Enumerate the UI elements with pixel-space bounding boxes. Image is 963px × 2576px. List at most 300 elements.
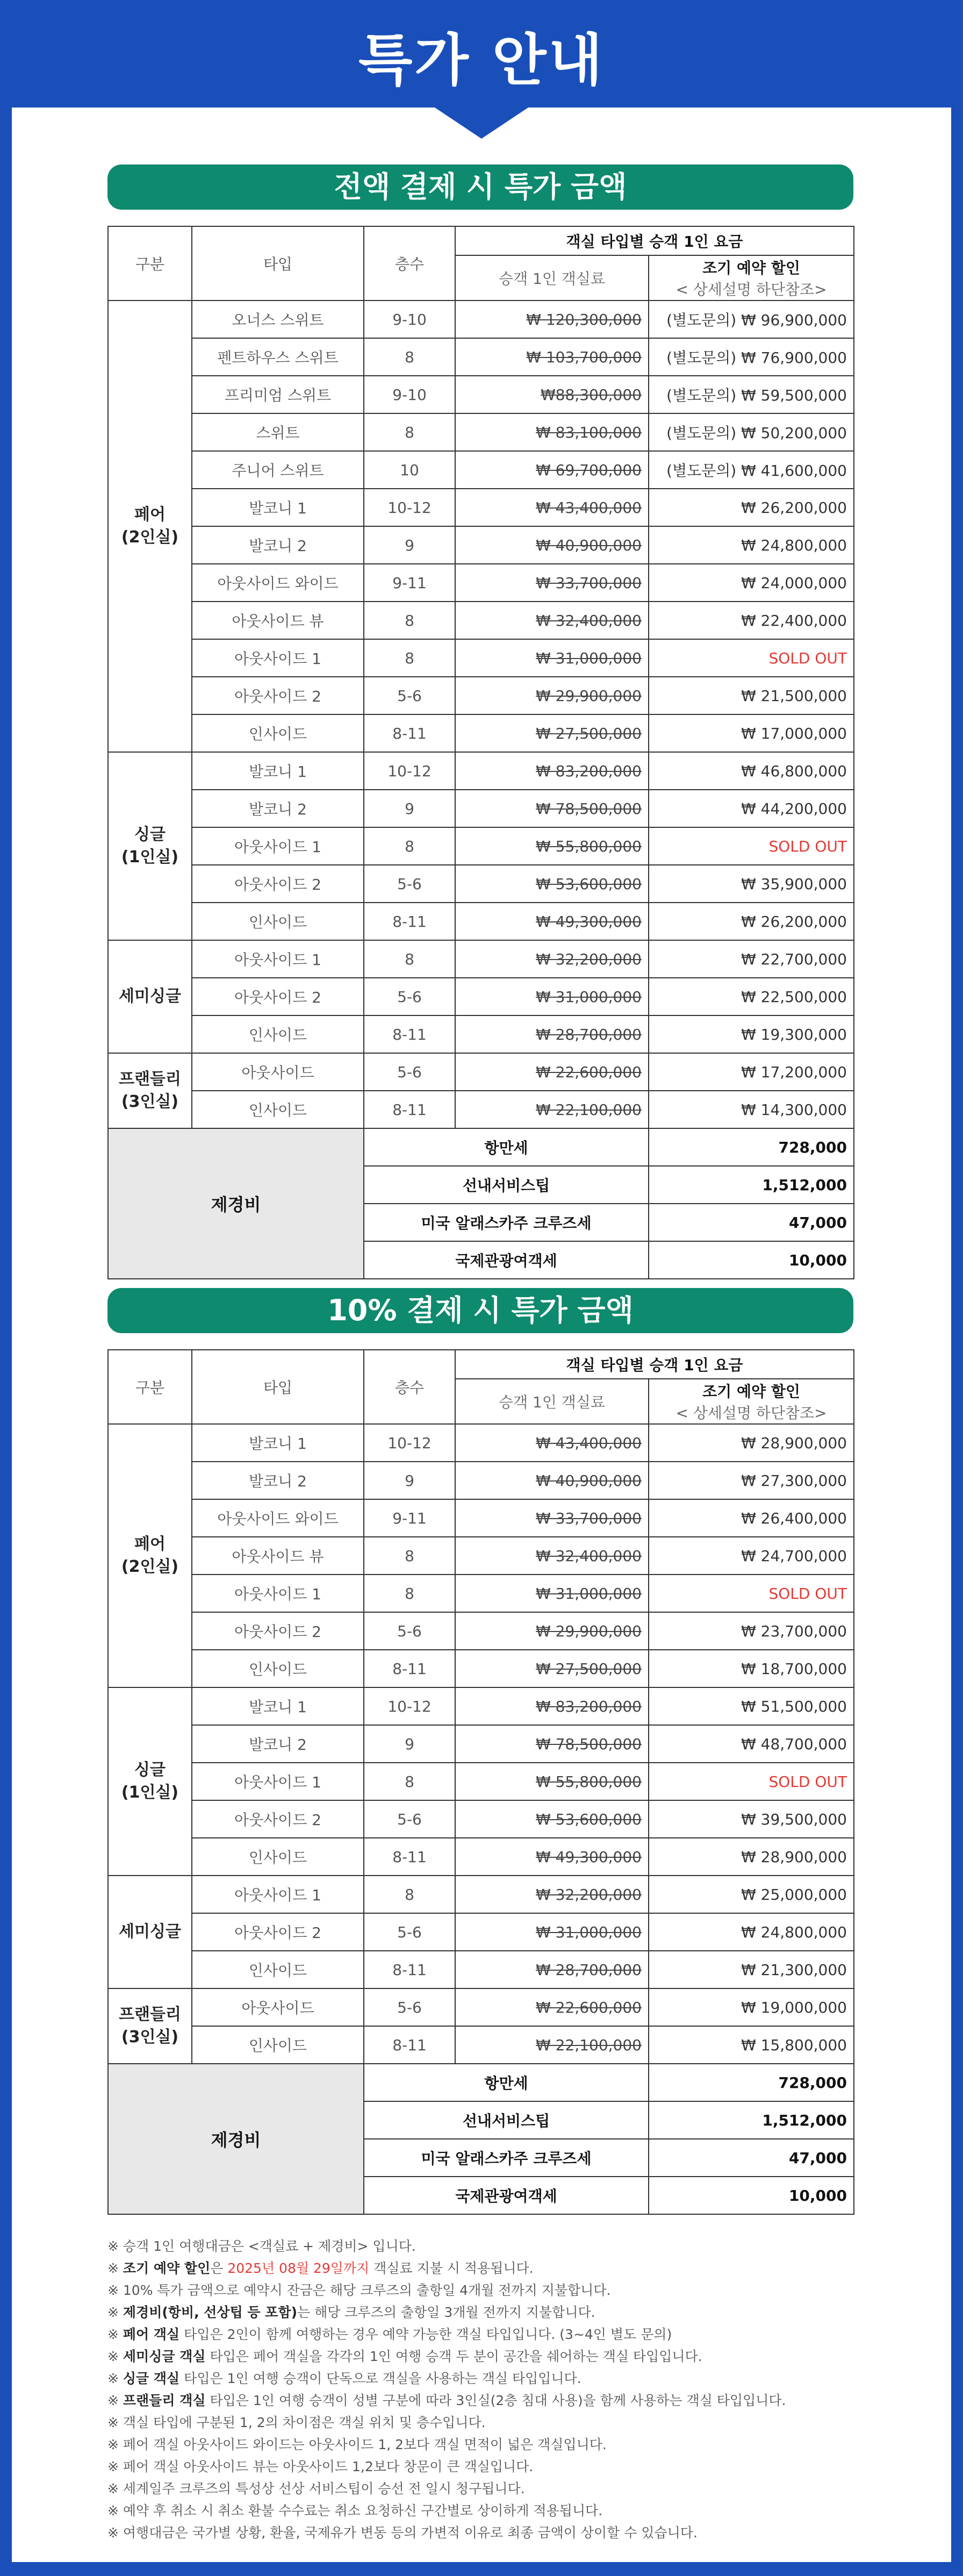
cabin-floor: 9 — [364, 1462, 455, 1499]
fee-value: 728,000 — [649, 1128, 854, 1166]
note-text: ※ — [107, 2371, 123, 2386]
note-line — [107, 2301, 860, 2323]
note-line — [107, 2323, 860, 2345]
fee-value: 1,512,000 — [649, 2101, 854, 2139]
sold-out-label: SOLD OUT — [649, 639, 854, 677]
original-price: ₩ 83,200,000 — [455, 752, 649, 790]
note-line — [107, 2434, 860, 2456]
header-type: 타입 — [192, 226, 364, 300]
title-pointer — [433, 106, 530, 139]
table-row — [108, 978, 854, 1015]
discount-price: ₩ 24,700,000 — [649, 1537, 854, 1575]
fee-value: 1,512,000 — [649, 1166, 854, 1204]
cabin-type: 아웃사이드 2 — [192, 677, 364, 714]
fee-group-label: 제경비 — [108, 1128, 364, 1279]
fee-value: 10,000 — [649, 1241, 854, 1279]
original-price: ₩ 55,800,000 — [455, 1763, 649, 1800]
note-text: ※ 페어 객실 아웃사이드 뷰는 아웃사이드 1,2보다 창문이 큰 객실입니다. — [107, 2459, 534, 2474]
note-line — [107, 2478, 860, 2500]
table-row — [108, 1763, 854, 1800]
fee-value: 47,000 — [649, 1204, 854, 1241]
header-early-discount — [649, 1379, 854, 1424]
cabin-floor: 8 — [364, 827, 455, 865]
cabin-type: 오너스 스위트 — [192, 300, 364, 338]
cabin-type: 아웃사이드 와이드 — [192, 1499, 364, 1537]
header-price: 승객 1인 객실료 — [455, 255, 649, 300]
cabin-floor: 8 — [364, 1763, 455, 1800]
discount-price: ₩ 18,700,000 — [649, 1650, 854, 1687]
group-label — [108, 940, 192, 1053]
fee-label: 미국 알래스카주 크루즈세 — [364, 2139, 649, 2177]
table-row — [108, 940, 854, 978]
table-row — [108, 1951, 854, 1988]
cabin-type: 아웃사이드 1 — [192, 827, 364, 865]
price-table-10pct-payment — [107, 1349, 854, 2215]
original-price: ₩ 78,500,000 — [455, 790, 649, 827]
original-price: ₩ 22,600,000 — [455, 1053, 649, 1091]
table-row — [108, 752, 854, 790]
original-price: ₩ 53,600,000 — [455, 865, 649, 903]
cabin-type: 인사이드 — [192, 1951, 364, 1988]
table-row — [108, 827, 854, 865]
fee-value: 10,000 — [649, 2177, 854, 2214]
group-label-main: 프랜들리 — [119, 2005, 181, 2024]
note-deadline: 2025년 08월 29일까지 — [227, 2260, 370, 2276]
discount-price: ₩ 23,700,000 — [649, 1612, 854, 1650]
cabin-type: 인사이드 — [192, 714, 364, 752]
cabin-floor: 8-11 — [364, 1838, 455, 1876]
sold-out-label: SOLD OUT — [649, 1763, 854, 1800]
note-text: ※ — [107, 2305, 123, 2320]
fee-label: 선내서비스팁 — [364, 1166, 649, 1204]
cabin-type: 아웃사이드 와이드 — [192, 564, 364, 602]
discount-price: ₩ 22,700,000 — [649, 940, 854, 978]
discount-price: (별도문의) ₩ 41,600,000 — [649, 451, 854, 489]
original-price: ₩ 31,000,000 — [455, 1913, 649, 1951]
cabin-floor: 10 — [364, 451, 455, 489]
fee-label: 국제관광여객세 — [364, 2177, 649, 2214]
table-row — [108, 564, 854, 602]
cabin-type: 아웃사이드 1 — [192, 1763, 364, 1800]
group-label-sub: (3인실) — [121, 2028, 179, 2047]
original-price: ₩ 33,700,000 — [455, 1499, 649, 1537]
original-price: ₩ 103,700,000 — [455, 338, 649, 376]
header-group: 객실 타입별 승객 1인 요금 — [455, 1350, 854, 1379]
table-row — [108, 1687, 854, 1725]
cabin-floor: 9-10 — [364, 300, 455, 338]
note-emphasis: 싱글 객실 — [123, 2371, 180, 2386]
discount-price: ₩ 22,500,000 — [649, 978, 854, 1015]
discount-price: ₩ 26,200,000 — [649, 489, 854, 526]
original-price: ₩ 32,200,000 — [455, 1876, 649, 1913]
cabin-type: 아웃사이드 1 — [192, 940, 364, 978]
note-text: ※ 세계일주 크루즈의 특성상 선상 서비스팁이 승선 전 일시 청구됩니다. — [107, 2481, 525, 2496]
discount-price: ₩ 26,400,000 — [649, 1499, 854, 1537]
cabin-floor: 8 — [364, 1876, 455, 1913]
section-title-10pct-payment: 10% 결제 시 특가 금액 — [107, 1288, 853, 1333]
cabin-type: 주니어 스위트 — [192, 451, 364, 489]
note-text: 타입은 2인이 함께 여행하는 경우 예약 가능한 객실 타입입니다. (3~4인 별도 문의) — [179, 2327, 672, 2342]
cabin-type: 인사이드 — [192, 1838, 364, 1876]
note-line — [107, 2412, 860, 2434]
table-row — [108, 677, 854, 714]
original-price: ₩ 22,100,000 — [455, 2026, 649, 2064]
cabin-floor: 9-11 — [364, 564, 455, 602]
discount-price: ₩ 17,200,000 — [649, 1053, 854, 1091]
cabin-type: 아웃사이드 1 — [192, 1575, 364, 1612]
group-label-sub: (3인실) — [121, 1092, 179, 1111]
header-row — [108, 226, 854, 255]
cabin-type: 발코니 1 — [192, 1687, 364, 1725]
note-emphasis: 페어 객실 — [123, 2327, 180, 2342]
cabin-type: 발코니 2 — [192, 526, 364, 564]
note-text: 는 해당 크루즈의 출항일 3개월 전까지 지불합니다. — [297, 2305, 595, 2320]
original-price: ₩ 27,500,000 — [455, 714, 649, 752]
table-row — [108, 1838, 854, 1876]
cabin-floor: 5-6 — [364, 1612, 455, 1650]
discount-price: ₩ 51,500,000 — [649, 1687, 854, 1725]
header-early-sub: < 상세설명 하단참조> — [675, 281, 827, 298]
cabin-type: 아웃사이드 뷰 — [192, 602, 364, 639]
table-row — [108, 413, 854, 451]
note-text: 타입은 1인 여행 승객이 성별 구분에 따라 3인실(2층 침대 사용)을 함께 사용하는 객실 타입입니다. — [205, 2393, 786, 2408]
table-row — [108, 1537, 854, 1575]
original-price: ₩ 120,300,000 — [455, 300, 649, 338]
discount-price: ₩ 14,300,000 — [649, 1091, 854, 1128]
discount-price: ₩ 19,300,000 — [649, 1015, 854, 1053]
table-row — [108, 376, 854, 413]
original-price: ₩ 55,800,000 — [455, 827, 649, 865]
cabin-type: 인사이드 — [192, 1650, 364, 1687]
group-label-main: 싱글 — [134, 825, 166, 844]
cabin-floor: 5-6 — [364, 1800, 455, 1838]
cabin-floor: 8 — [364, 940, 455, 978]
discount-price: ₩ 15,800,000 — [649, 2026, 854, 2064]
header-type: 타입 — [192, 1350, 364, 1424]
cabin-floor: 10-12 — [364, 752, 455, 790]
table-row — [108, 1612, 854, 1650]
original-price: ₩ 69,700,000 — [455, 451, 649, 489]
note-line — [107, 2367, 860, 2389]
fee-group-label: 제경비 — [108, 2064, 364, 2214]
table-row — [108, 1913, 854, 1951]
discount-price: (별도문의) ₩ 59,500,000 — [649, 376, 854, 413]
original-price: ₩ 43,400,000 — [455, 1424, 649, 1462]
cabin-floor: 5-6 — [364, 1988, 455, 2026]
cabin-floor: 8 — [364, 1537, 455, 1575]
discount-price: (별도문의) ₩ 76,900,000 — [649, 338, 854, 376]
cabin-type: 발코니 1 — [192, 1424, 364, 1462]
original-price: ₩ 32,400,000 — [455, 602, 649, 639]
original-price: ₩ 31,000,000 — [455, 978, 649, 1015]
cabin-floor: 8 — [364, 639, 455, 677]
discount-price: ₩ 28,900,000 — [649, 1838, 854, 1876]
note-text: ※ — [107, 2260, 123, 2276]
discount-price: ₩ 27,300,000 — [649, 1462, 854, 1499]
header-category: 구분 — [108, 1350, 192, 1424]
original-price: ₩ 49,300,000 — [455, 903, 649, 940]
original-price: ₩ 33,700,000 — [455, 564, 649, 602]
original-price: ₩ 40,900,000 — [455, 1462, 649, 1499]
header-price: 승객 1인 객실료 — [455, 1379, 649, 1424]
fee-value: 47,000 — [649, 2139, 854, 2177]
note-line — [107, 2235, 860, 2257]
fee-label: 국제관광여객세 — [364, 1241, 649, 1279]
original-price: ₩ 29,900,000 — [455, 1612, 649, 1650]
discount-price: ₩ 28,900,000 — [649, 1424, 854, 1462]
cabin-type: 아웃사이드 — [192, 1053, 364, 1091]
header-floor: 층수 — [364, 1350, 455, 1424]
section-title-full-payment: 전액 결제 시 특가 금액 — [107, 164, 853, 210]
group-label — [108, 1424, 192, 1687]
original-price: ₩ 28,700,000 — [455, 1015, 649, 1053]
cabin-floor: 10-12 — [364, 1687, 455, 1725]
cabin-type: 인사이드 — [192, 1091, 364, 1128]
original-price: ₩ 22,600,000 — [455, 1988, 649, 2026]
discount-price: (별도문의) ₩ 50,200,000 — [649, 413, 854, 451]
note-line — [107, 2522, 860, 2544]
fee-label: 항만세 — [364, 1128, 649, 1166]
table-row — [108, 2026, 854, 2064]
original-price: ₩ 29,900,000 — [455, 677, 649, 714]
table-row — [108, 1424, 854, 1462]
discount-price: ₩ 22,400,000 — [649, 602, 854, 639]
table-row — [108, 1462, 854, 1499]
note-text: 타입은 페어 객실을 각각의 1인 여행 승객 두 분이 공간을 쉐어하는 객실 타입입니다. — [205, 2349, 702, 2364]
original-price: ₩ 83,200,000 — [455, 1687, 649, 1725]
header-category: 구분 — [108, 226, 192, 300]
original-price: ₩ 40,900,000 — [455, 526, 649, 564]
group-label-main: 싱글 — [134, 1761, 166, 1779]
original-price: ₩ 78,500,000 — [455, 1725, 649, 1763]
group-label — [108, 1053, 192, 1128]
sold-out-label: SOLD OUT — [649, 1575, 854, 1612]
cabin-type: 발코니 2 — [192, 790, 364, 827]
header-row — [108, 1350, 854, 1379]
discount-price: ₩ 21,500,000 — [649, 677, 854, 714]
original-price: ₩ 28,700,000 — [455, 1951, 649, 1988]
discount-price: ₩ 19,000,000 — [649, 1988, 854, 2026]
table-row — [108, 1575, 854, 1612]
note-text: ※ — [107, 2393, 123, 2408]
table-row — [108, 1725, 854, 1763]
note-text: ※ — [107, 2327, 123, 2342]
header-early-discount — [649, 255, 854, 300]
table-row — [108, 1091, 854, 1128]
header-early-title: 조기 예약 할인 — [702, 1383, 800, 1400]
note-text: ※ 10% 특가 금액으로 예약시 잔금은 해당 크루즈의 출항일 4개월 전까지 지불합니다. — [107, 2282, 611, 2298]
fee-label: 선내서비스팁 — [364, 2101, 649, 2139]
note-emphasis: 제경비(항비, 선상팁 등 포함) — [123, 2305, 298, 2320]
table-row — [108, 1988, 854, 2026]
cabin-type: 아웃사이드 2 — [192, 865, 364, 903]
notes-section — [107, 2235, 860, 2544]
note-line — [107, 2389, 860, 2412]
group-label-main: 세미싱글 — [119, 1922, 181, 1941]
cabin-floor: 8 — [364, 338, 455, 376]
header-group: 객실 타입별 승객 1인 요금 — [455, 226, 854, 255]
table-row — [108, 602, 854, 639]
table-row — [108, 1053, 854, 1091]
cabin-floor: 5-6 — [364, 865, 455, 903]
discount-price: (별도문의) ₩ 96,900,000 — [649, 300, 854, 338]
cabin-floor: 9 — [364, 1725, 455, 1763]
note-text: ※ 예약 후 취소 시 취소 환불 수수료는 취소 요청하신 구간별로 상이하게 적용됩니다. — [107, 2503, 603, 2518]
cabin-floor: 8-11 — [364, 903, 455, 940]
note-text: ※ 객실 타입에 구분된 1, 2의 차이점은 객실 위치 및 층수입니다. — [107, 2415, 486, 2430]
original-price: ₩ 49,300,000 — [455, 1838, 649, 1876]
discount-price: ₩ 24,800,000 — [649, 1913, 854, 1951]
note-line — [107, 2279, 860, 2301]
note-emphasis: 조기 예약 할인 — [123, 2260, 211, 2276]
cabin-floor: 9 — [364, 790, 455, 827]
discount-price: ₩ 17,000,000 — [649, 714, 854, 752]
original-price: ₩ 31,000,000 — [455, 1575, 649, 1612]
table-row — [108, 338, 854, 376]
sold-out-label: SOLD OUT — [649, 827, 854, 865]
cabin-floor: 5-6 — [364, 1053, 455, 1091]
group-label-main: 페어 — [134, 1535, 166, 1554]
table-row — [108, 1876, 854, 1913]
cabin-type: 발코니 2 — [192, 1462, 364, 1499]
cabin-type: 인사이드 — [192, 903, 364, 940]
table-row — [108, 451, 854, 489]
group-label — [108, 300, 192, 752]
note-line — [107, 2500, 860, 2522]
cabin-floor: 8-11 — [364, 1951, 455, 1988]
discount-price: ₩ 24,000,000 — [649, 564, 854, 602]
group-label-sub: (2인실) — [121, 528, 179, 547]
cabin-floor: 8 — [364, 602, 455, 639]
group-label — [108, 1988, 192, 2064]
group-label-sub: (1인실) — [121, 848, 179, 867]
header-early-title: 조기 예약 할인 — [702, 259, 800, 277]
cabin-floor: 10-12 — [364, 1424, 455, 1462]
note-line — [107, 2257, 860, 2279]
original-price: ₩ 83,100,000 — [455, 413, 649, 451]
cabin-floor: 9-11 — [364, 1499, 455, 1537]
original-price: ₩ 53,600,000 — [455, 1800, 649, 1838]
cabin-type: 프리미엄 스위트 — [192, 376, 364, 413]
cabin-type: 스위트 — [192, 413, 364, 451]
cabin-type: 아웃사이드 2 — [192, 1612, 364, 1650]
table-row — [108, 639, 854, 677]
discount-price: ₩ 25,000,000 — [649, 1876, 854, 1913]
original-price: ₩88,300,000 — [455, 376, 649, 413]
table-row — [108, 865, 854, 903]
table-row — [108, 489, 854, 526]
cabin-floor: 8 — [364, 1575, 455, 1612]
cabin-type: 아웃사이드 — [192, 1988, 364, 2026]
cabin-floor: 8-11 — [364, 2026, 455, 2064]
cabin-type: 발코니 1 — [192, 489, 364, 526]
note-text: 은 — [210, 2260, 228, 2276]
group-label-main: 세미싱글 — [119, 987, 181, 1006]
note-text: ※ — [107, 2349, 123, 2364]
price-table-full-payment — [107, 226, 854, 1279]
note-line — [107, 2345, 860, 2367]
original-price: ₩ 22,100,000 — [455, 1091, 649, 1128]
cabin-type: 아웃사이드 2 — [192, 1913, 364, 1951]
group-label — [108, 1687, 192, 1876]
note-text: ※ 페어 객실 아웃사이드 와이드는 아웃사이드 1, 2보다 객실 면적이 넓은 객실입니다. — [107, 2437, 607, 2452]
table-row — [108, 300, 854, 338]
cabin-type: 펜트하우스 스위트 — [192, 338, 364, 376]
header-floor: 층수 — [364, 226, 455, 300]
group-label-main: 페어 — [134, 505, 166, 524]
table-row — [108, 714, 854, 752]
discount-price: ₩ 26,200,000 — [649, 903, 854, 940]
discount-price: ₩ 21,300,000 — [649, 1951, 854, 1988]
original-price: ₩ 43,400,000 — [455, 489, 649, 526]
cabin-type: 인사이드 — [192, 1015, 364, 1053]
original-price: ₩ 31,000,000 — [455, 639, 649, 677]
note-emphasis: 세미싱글 객실 — [123, 2349, 206, 2364]
cabin-type: 발코니 2 — [192, 1725, 364, 1763]
discount-price: ₩ 44,200,000 — [649, 790, 854, 827]
page-title: 특가 안내 — [358, 27, 605, 93]
cabin-floor: 8-11 — [364, 1650, 455, 1687]
discount-price: ₩ 39,500,000 — [649, 1800, 854, 1838]
table-row — [108, 1650, 854, 1687]
cabin-floor: 10-12 — [364, 489, 455, 526]
note-emphasis: 프랜들리 객실 — [123, 2393, 206, 2408]
cabin-type: 아웃사이드 2 — [192, 978, 364, 1015]
cabin-type: 아웃사이드 1 — [192, 1876, 364, 1913]
header-early-sub: < 상세설명 하단참조> — [675, 1404, 827, 1422]
table-row — [108, 790, 854, 827]
cabin-floor: 5-6 — [364, 677, 455, 714]
cabin-floor: 8-11 — [364, 714, 455, 752]
table-row — [108, 1800, 854, 1838]
original-price: ₩ 27,500,000 — [455, 1650, 649, 1687]
fee-label: 항만세 — [364, 2064, 649, 2101]
group-label-main: 프랜들리 — [119, 1070, 181, 1089]
discount-price: ₩ 48,700,000 — [649, 1725, 854, 1763]
fee-row — [108, 2064, 854, 2101]
cabin-type: 발코니 1 — [192, 752, 364, 790]
cabin-floor: 5-6 — [364, 1913, 455, 1951]
table-row — [108, 526, 854, 564]
discount-price: ₩ 35,900,000 — [649, 865, 854, 903]
cabin-floor: 9-10 — [364, 376, 455, 413]
note-text: ※ 여행대금은 국가별 상황, 환율, 국제유가 변동 등의 가변적 이유로 최종 금액이 상이할 수 있습니다. — [107, 2525, 698, 2541]
fee-row — [108, 1128, 854, 1166]
cabin-floor: 8-11 — [364, 1091, 455, 1128]
discount-price: ₩ 46,800,000 — [649, 752, 854, 790]
cabin-floor: 9 — [364, 526, 455, 564]
original-price: ₩ 32,200,000 — [455, 940, 649, 978]
original-price: ₩ 32,400,000 — [455, 1537, 649, 1575]
group-label-sub: (1인실) — [121, 1783, 179, 1802]
fee-label: 미국 알래스카주 크루즈세 — [364, 1204, 649, 1241]
table-row — [108, 1499, 854, 1537]
cabin-floor: 5-6 — [364, 978, 455, 1015]
cabin-type: 아웃사이드 1 — [192, 639, 364, 677]
cabin-type: 아웃사이드 2 — [192, 1800, 364, 1838]
discount-price: ₩ 24,800,000 — [649, 526, 854, 564]
note-line — [107, 2456, 860, 2478]
cabin-floor: 8 — [364, 413, 455, 451]
cabin-type: 인사이드 — [192, 2026, 364, 2064]
table-row — [108, 1015, 854, 1053]
group-label-sub: (2인실) — [121, 1557, 179, 1576]
note-text: 타입은 1인 여행 승객이 단독으로 객실을 사용하는 객실 타입입니다. — [179, 2371, 581, 2386]
note-text: ※ 승객 1인 여행대금은 <객실료 + 제경비> 입니다. — [107, 2238, 416, 2254]
group-label — [108, 752, 192, 940]
fee-value: 728,000 — [649, 2064, 854, 2101]
cabin-type: 아웃사이드 뷰 — [192, 1537, 364, 1575]
